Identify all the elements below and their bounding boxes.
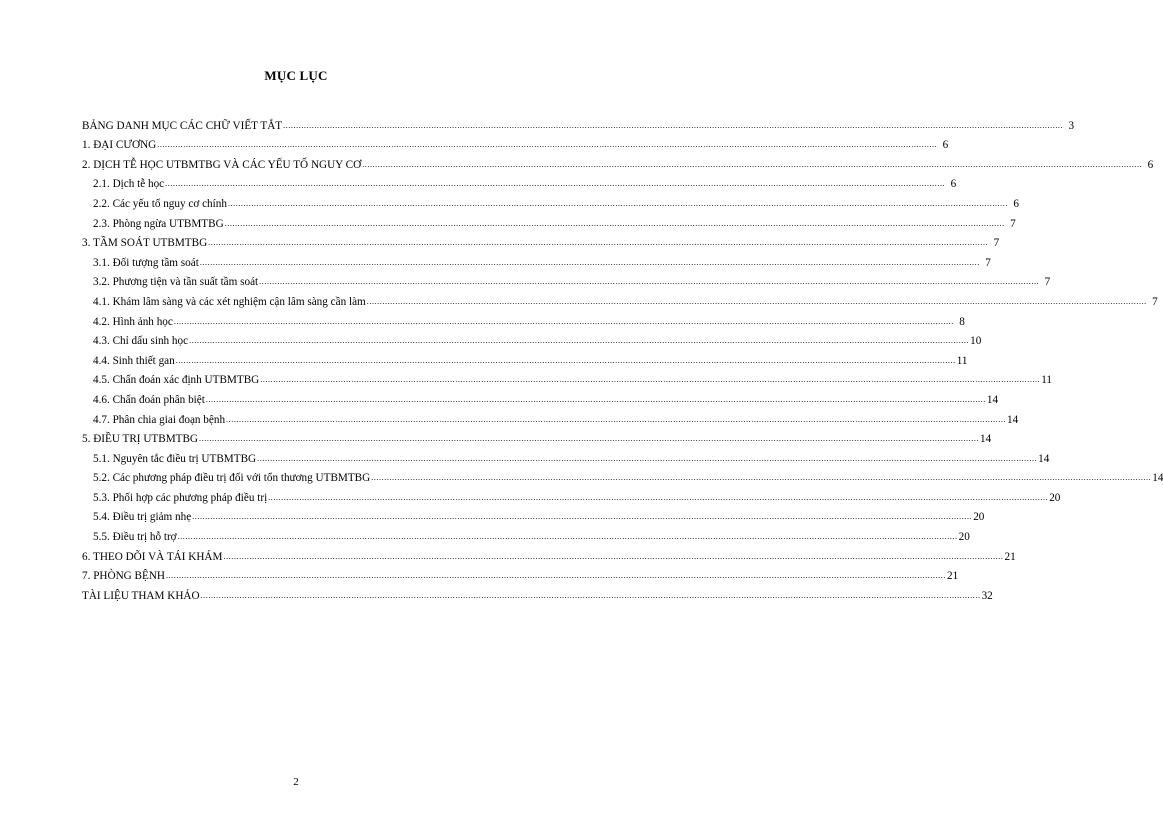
toc-entry-title: 5. ĐIỀU TRỊ UTBMTBG xyxy=(82,433,199,446)
toc-entry-title: 4.4. Sinh thiết gan xyxy=(93,354,175,367)
toc-entry-page: 6 xyxy=(1013,197,1019,210)
toc-entry-title: 5.5. Điều trị hỗ trợ xyxy=(93,531,177,544)
toc-entry-page: 20 xyxy=(973,511,985,524)
toc-entry-title: 4.3. Chỉ dấu sinh học xyxy=(93,335,189,348)
toc-entry-title: 4.2. Hình ảnh học xyxy=(93,315,173,328)
toc-dot-leader: ............................................................................................................................................................................................................................................................................................................ xyxy=(200,590,981,600)
toc-entry[interactable] xyxy=(82,386,999,406)
toc-dot-leader: ............................................................................................................................................................................................................................................................................................................ xyxy=(371,473,1152,483)
toc-dot-leader: ............................................................................................................................................................................................................................................................................................................ xyxy=(224,218,1005,228)
toc-entry-page: 7 xyxy=(1010,217,1016,230)
toc-dot-leader: ............................................................................................................................................................................................................................................................................................................ xyxy=(268,492,1049,502)
toc-entry[interactable] xyxy=(82,249,991,269)
toc-entry-page: 3 xyxy=(1068,119,1075,132)
toc-entry[interactable] xyxy=(82,563,959,583)
toc-entry-page: 7 xyxy=(1152,295,1158,308)
toc-entry[interactable] xyxy=(82,171,957,191)
toc-dot-leader: ............................................................................................................................................................................................................................................................................................................ xyxy=(205,394,986,404)
toc-entry-title: 3.1. Đối tượng tầm soát xyxy=(93,256,199,269)
toc-entry-title: 5.3. Phối hợp các phương pháp điều trị xyxy=(93,491,268,504)
toc-entry[interactable] xyxy=(82,230,1000,250)
toc-entry-page: 20 xyxy=(958,531,970,544)
toc-entry-title: 2.1. Dịch tễ học xyxy=(93,178,165,191)
toc-dot-leader: ............................................................................................................................................................................................................................................................................................................ xyxy=(259,277,1040,287)
toc-dot-leader: ............................................................................................................................................................................................................................................................................................................ xyxy=(157,140,938,150)
toc-entry-page: 14 xyxy=(1152,472,1163,485)
toc-entry[interactable] xyxy=(82,445,1050,465)
toc-entry-title: 4.5. Chẩn đoán xác định UTBMTBG xyxy=(93,374,260,387)
toc-dot-leader: ............................................................................................................................................................................................................................................................................................................ xyxy=(199,257,980,267)
toc-entry[interactable] xyxy=(82,347,968,367)
toc-entry[interactable] xyxy=(82,328,982,348)
toc-entry-title: 6. THEO DÕI VÀ TÁI KHÁM xyxy=(82,550,223,563)
toc-entry-page: 14 xyxy=(980,433,992,446)
toc-entry-title: 5.1. Nguyên tắc điều trị UTBMTBG xyxy=(93,452,257,465)
toc-dot-leader: ............................................................................................................................................................................................................................................................................................................ xyxy=(257,453,1038,463)
toc-entry[interactable] xyxy=(82,543,1016,563)
toc-dot-leader: ............................................................................................................................................................................................................................................................................................................ xyxy=(226,414,1007,424)
toc-entry-page: 10 xyxy=(970,335,982,348)
toc-entry-title: 3.2. Phương tiện và tần suất tầm soát xyxy=(93,276,259,289)
toc-entry-title: 2.2. Các yếu tố nguy cơ chính xyxy=(93,197,227,210)
toc-dot-leader: ............................................................................................................................................................................................................................................................................................................ xyxy=(283,120,1064,130)
toc-entry-page: 7 xyxy=(993,237,1000,250)
toc-dot-leader: ............................................................................................................................................................................................................................................................................................................ xyxy=(366,296,1147,306)
toc-dot-leader: ............................................................................................................................................................................................................................................................................................................ xyxy=(192,512,973,522)
toc-entry-title: BẢNG DANH MỤC CÁC CHỮ VIẾT TẮT xyxy=(82,119,283,132)
toc-entry-title: 7. PHÒNG BỆNH xyxy=(82,570,165,583)
toc-entry-page: 14 xyxy=(1007,413,1019,426)
toc-dot-leader: ............................................................................................................................................................................................................................................................................................................ xyxy=(362,159,1143,169)
toc-entry[interactable] xyxy=(82,210,1016,230)
toc-entry-page: 6 xyxy=(1147,158,1154,171)
toc-entry[interactable] xyxy=(82,523,970,544)
toc-dot-leader: ............................................................................................................................................................................................................................................................................................................ xyxy=(223,551,1004,561)
toc-entry[interactable] xyxy=(82,308,965,328)
toc-title: MỤC LỤC xyxy=(264,68,328,83)
toc-dot-leader: ............................................................................................................................................................................................................................................................................................................ xyxy=(177,532,958,542)
toc-entry-title: 3. TẦM SOÁT UTBMTBG xyxy=(82,237,208,250)
toc-entry-page: 7 xyxy=(985,256,991,269)
toc-dot-leader: ............................................................................................................................................................................................................................................................................................................ xyxy=(208,238,989,248)
toc-entry-title: 4.7. Phân chia giai đoạn bệnh xyxy=(93,413,226,426)
toc-entry-page: 14 xyxy=(1038,452,1050,465)
toc-entry[interactable] xyxy=(82,288,1158,308)
toc-dot-leader: ............................................................................................................................................................................................................................................................................................................ xyxy=(165,179,946,189)
toc-entry-page: 11 xyxy=(1041,374,1053,387)
toc-entry[interactable] xyxy=(82,406,1019,426)
toc-entry[interactable] xyxy=(82,112,1075,132)
page-number: 2 xyxy=(293,776,299,788)
toc-entry-page: 20 xyxy=(1049,491,1061,504)
toc-entry[interactable] xyxy=(82,190,1019,210)
toc-entry-page: 14 xyxy=(986,393,999,406)
toc-entry[interactable] xyxy=(82,151,1154,171)
toc-dot-leader: ............................................................................................................................................................................................................................................................................................................ xyxy=(175,355,956,365)
toc-entry[interactable] xyxy=(82,504,985,524)
toc-dot-leader: ............................................................................................................................................................................................................................................................................................................ xyxy=(189,336,970,346)
toc-entry-page: 7 xyxy=(1044,276,1051,289)
toc-entry[interactable] xyxy=(82,465,1163,485)
toc-entry-page: 6 xyxy=(942,139,949,152)
table-of-contents xyxy=(82,112,1163,602)
toc-entry[interactable] xyxy=(82,367,1053,387)
toc-dot-leader: ............................................................................................................................................................................................................................................................................................................ xyxy=(260,375,1041,385)
toc-entry[interactable] xyxy=(82,484,1061,504)
toc-entry-page: 6 xyxy=(950,178,957,191)
toc-entry-title: 2.3. Phòng ngừa UTBMTBG xyxy=(93,217,224,230)
toc-entry[interactable] xyxy=(82,132,949,152)
toc-entry-page: 8 xyxy=(959,315,965,328)
toc-entry[interactable] xyxy=(82,426,992,446)
toc-entry-page: 11 xyxy=(956,354,968,367)
toc-entry[interactable] xyxy=(82,582,993,602)
toc-entry-title: 2. DỊCH TỄ HỌC UTBMTBG VÀ CÁC YẾU TỐ NGUY CƠ xyxy=(82,158,362,171)
toc-entry-page: 21 xyxy=(946,570,959,583)
toc-entry-title: 5.4. Điều trị giảm nhẹ xyxy=(93,511,192,524)
toc-dot-leader: ............................................................................................................................................................................................................................................................................................................ xyxy=(165,571,946,581)
toc-entry-title: 1. ĐẠI CƯƠNG xyxy=(82,139,157,152)
toc-dot-leader: ............................................................................................................................................................................................................................................................................................................ xyxy=(227,198,1008,208)
toc-entry-title: 4.1. Khám lâm sàng và các xét nghiệm cận lâm sàng cần làm xyxy=(93,295,366,308)
toc-entry-title: TÀI LIỆU THAM KHẢO xyxy=(82,589,200,602)
toc-entry[interactable] xyxy=(82,269,1051,289)
toc-entry-title: 5.2. Các phương pháp điều trị đối với tổn thương UTBMTBG xyxy=(93,472,371,485)
toc-dot-leader: ............................................................................................................................................................................................................................................................................................................ xyxy=(173,316,954,326)
toc-entry-page: 21 xyxy=(1004,550,1016,563)
toc-entry-title: 4.6. Chẩn đoán phân biệt xyxy=(93,393,205,406)
toc-dot-leader: ............................................................................................................................................................................................................................................................................................................ xyxy=(199,434,980,444)
toc-entry-page: 32 xyxy=(981,589,993,602)
